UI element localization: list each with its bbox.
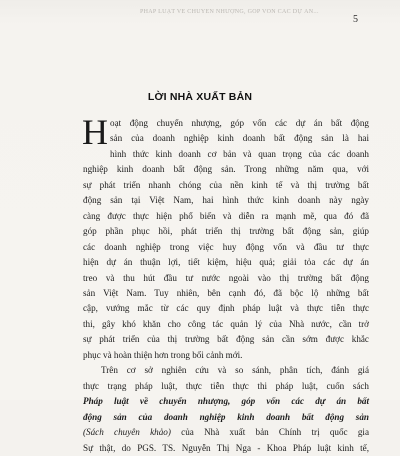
text-line: hình thức kinh doanh cơ bản và quan trọng của các doanh — [110, 148, 369, 159]
text-fragment: của Nhà xuất bản Chính trị quốc gia — [170, 427, 369, 438]
book-subtitle: (Sách chuyên khảo) — [83, 427, 171, 438]
text-line: oạt động chuyển nhượng, góp vốn các dự án bất động — [110, 118, 369, 128]
text-line: treo và thu hút đầu tư nước ngoài vào thị trường bất động — [83, 272, 369, 283]
text-line: cập, vướng mắc từ các quy định pháp luật và thực tiễn thực — [83, 303, 369, 314]
text-line: sản của doanh nghiệp kinh doanh bất động sản là hai — [110, 133, 369, 144]
body-text — [82, 112, 369, 456]
paragraph-1 — [82, 112, 369, 363]
running-head: PHÁP LUẬT VỀ CHUYỂN NHƯỢNG, GÓP VỐN CÁC DỰ ÁN... — [140, 9, 319, 15]
book-title-line: động sản của doanh nghiệp kinh doanh bất động sản — [83, 411, 369, 422]
book-title-line: Pháp luật về chuyển nhượng, góp vốn các dự án bất — [83, 396, 369, 407]
text-line: sự phát triển nhanh chóng của nền kinh tế và thị trường bất — [83, 179, 369, 190]
text-line: động sản tại Việt Nam, hai hình thức kinh doanh này ngày — [83, 195, 369, 206]
text-line: thi, gây khó khăn cho công tác quản lý của Nhà nước, cần trở — [83, 318, 369, 329]
text-line: nghiệp kinh doanh bất động sản. Trong những năm qua, với — [83, 164, 369, 175]
paragraph-2 — [83, 363, 369, 456]
text-line: thực trạng pháp luật, thực tiễn thực thi pháp luật, cuốn sách — [83, 380, 369, 391]
text-line: các doanh nghiệp trong việc huy động vốn và đầu tư thực — [83, 241, 369, 252]
section-heading: LỜI NHÀ XUẤT BẢN — [147, 91, 253, 103]
text-line: góp phần phục hồi, phát triển thị trường bất động sản, giúp — [83, 226, 369, 237]
text-line: càng được thực hiện phổ biến và diễn ra mạnh mẽ, qua đó đã — [83, 210, 369, 221]
drop-cap: H — [82, 112, 108, 152]
page-number: 5 — [353, 14, 358, 25]
text-line — [83, 425, 369, 440]
text-line: sự phát triển của thị trường bất động sản cần sớm được khắc — [83, 334, 369, 345]
text-line: sản Việt Nam. Tuy nhiên, bên cạnh đó, đã bộc lộ những bất — [83, 287, 369, 298]
text-line: phục và hoàn thiện hơn trong bối cảnh mới. — [83, 349, 243, 360]
text-line: Sự thật, do PGS. TS. Nguyễn Thị Nga - Khoa Pháp luật kinh tế, — [83, 442, 369, 453]
text-line: Trên cơ sở nghiên cứu và so sánh, phân tích, đánh giá — [101, 365, 369, 376]
text-line: hiện dự án thuận lợi, tiết kiệm, hiệu quả; giải tỏa các dự án — [83, 257, 369, 268]
